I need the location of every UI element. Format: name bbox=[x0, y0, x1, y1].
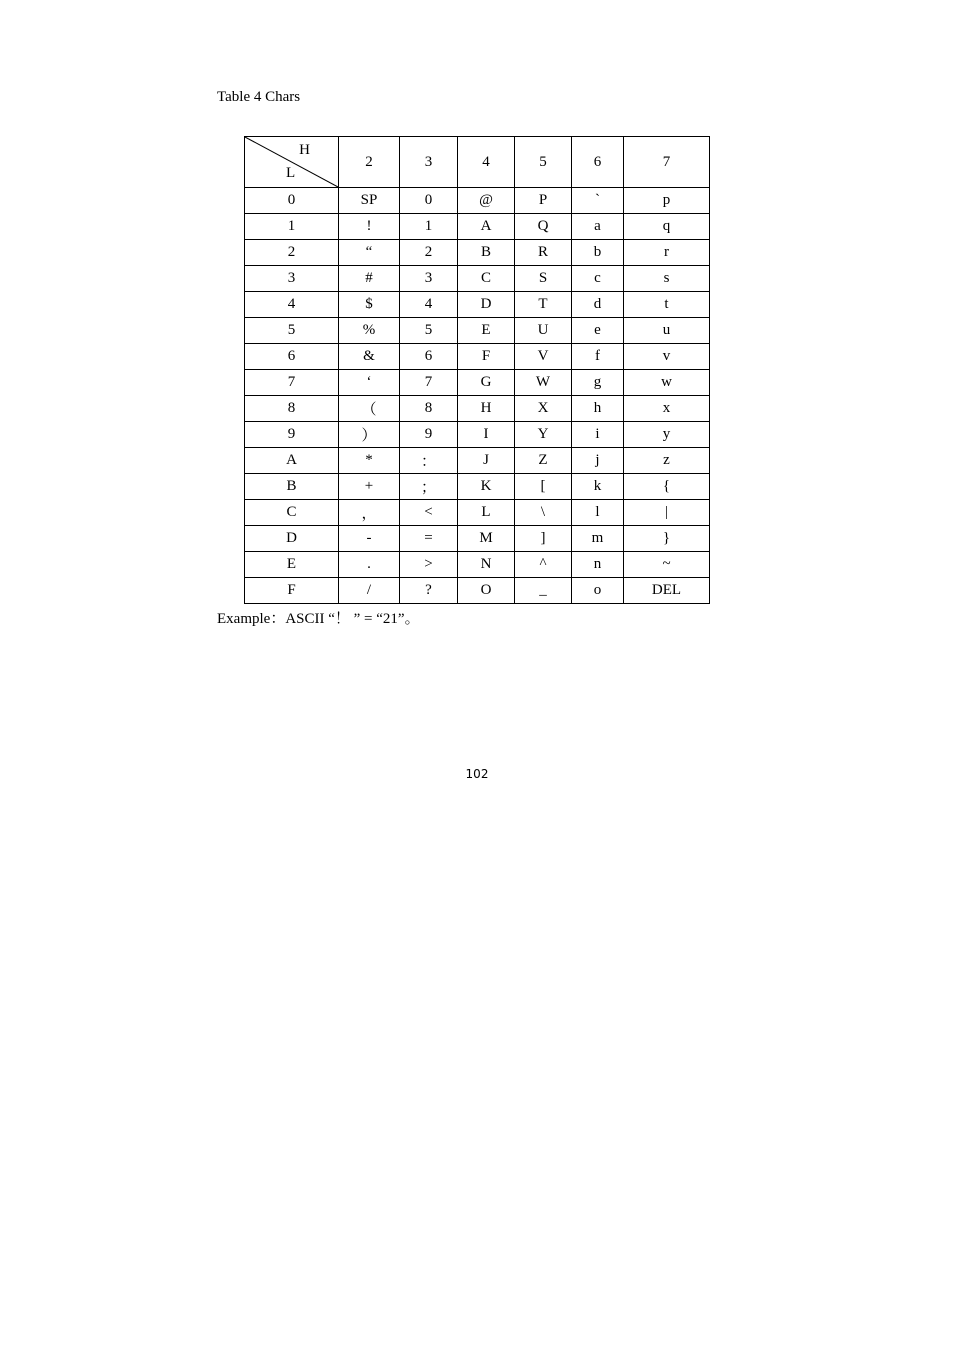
table-cell: SP bbox=[339, 188, 400, 214]
table-row bbox=[245, 214, 710, 240]
table-cell: 9 bbox=[400, 422, 458, 448]
table-row bbox=[245, 474, 710, 500]
table-cell: r bbox=[624, 240, 710, 266]
table-cell: + bbox=[339, 474, 400, 500]
table-row bbox=[245, 318, 710, 344]
table-cell: P bbox=[515, 188, 572, 214]
table-cell: & bbox=[339, 344, 400, 370]
table-row bbox=[245, 552, 710, 578]
table-cell: d bbox=[572, 292, 624, 318]
table-cell: 6 bbox=[400, 344, 458, 370]
table-cell: “ bbox=[339, 240, 400, 266]
table-cell: > bbox=[400, 552, 458, 578]
row-header: 5 bbox=[245, 318, 339, 344]
row-header: 2 bbox=[245, 240, 339, 266]
table-cell: N bbox=[458, 552, 515, 578]
table-cell: k bbox=[572, 474, 624, 500]
table-cell: S bbox=[515, 266, 572, 292]
column-header: 4 bbox=[458, 137, 515, 188]
table-cell: l bbox=[572, 500, 624, 526]
table-cell: u bbox=[624, 318, 710, 344]
table-cell: i bbox=[572, 422, 624, 448]
table-cell: a bbox=[572, 214, 624, 240]
table-cell: h bbox=[572, 396, 624, 422]
table-row bbox=[245, 396, 710, 422]
row-header: A bbox=[245, 448, 339, 474]
table-cell: ~ bbox=[624, 552, 710, 578]
row-header: B bbox=[245, 474, 339, 500]
table-cell: 0 bbox=[400, 188, 458, 214]
row-header: C bbox=[245, 500, 339, 526]
table-cell: ^ bbox=[515, 552, 572, 578]
table-cell: ， bbox=[339, 500, 400, 526]
table-cell: t bbox=[624, 292, 710, 318]
table-cell: 5 bbox=[400, 318, 458, 344]
table-cell: X bbox=[515, 396, 572, 422]
table-row bbox=[245, 422, 710, 448]
table-cell: [ bbox=[515, 474, 572, 500]
table-cell: j bbox=[572, 448, 624, 474]
table-cell: Q bbox=[515, 214, 572, 240]
table-cell: n bbox=[572, 552, 624, 578]
table-cell: $ bbox=[339, 292, 400, 318]
column-header: 5 bbox=[515, 137, 572, 188]
table-cell: V bbox=[515, 344, 572, 370]
table-cell: o bbox=[572, 578, 624, 604]
table-cell: 8 bbox=[400, 396, 458, 422]
row-header: 6 bbox=[245, 344, 339, 370]
table-cell: Z bbox=[515, 448, 572, 474]
table-caption: Table 4 Chars bbox=[217, 89, 301, 105]
table-cell: W bbox=[515, 370, 572, 396]
table-row bbox=[245, 526, 710, 552]
table-cell: ） bbox=[339, 422, 400, 448]
table-row bbox=[245, 448, 710, 474]
table-cell: O bbox=[458, 578, 515, 604]
table-cell: v bbox=[624, 344, 710, 370]
table-row bbox=[245, 370, 710, 396]
table-cell: M bbox=[458, 526, 515, 552]
table-cell: I bbox=[458, 422, 515, 448]
column-header: 2 bbox=[339, 137, 400, 188]
table-row bbox=[245, 578, 710, 604]
table-cell: G bbox=[458, 370, 515, 396]
table-cell: } bbox=[624, 526, 710, 552]
table-cell: U bbox=[515, 318, 572, 344]
table-cell: Y bbox=[515, 422, 572, 448]
table-cell: . bbox=[339, 552, 400, 578]
high-nibble-label: H bbox=[299, 142, 310, 158]
table-cell: * bbox=[339, 448, 400, 474]
table-cell: 4 bbox=[400, 292, 458, 318]
table-cell: y bbox=[624, 422, 710, 448]
table-cell: ‘ bbox=[339, 370, 400, 396]
table-cell: @ bbox=[458, 188, 515, 214]
table-cell: A bbox=[458, 214, 515, 240]
table-cell: # bbox=[339, 266, 400, 292]
table-cell: ； bbox=[400, 474, 458, 500]
table-cell: 1 bbox=[400, 214, 458, 240]
table-cell: DEL bbox=[624, 578, 710, 604]
row-header: 3 bbox=[245, 266, 339, 292]
table-cell: L bbox=[458, 500, 515, 526]
table-row bbox=[245, 188, 710, 214]
ascii-chars-table bbox=[244, 136, 710, 604]
table-row bbox=[245, 266, 710, 292]
table-cell: R bbox=[515, 240, 572, 266]
page-number: 102 bbox=[465, 767, 489, 781]
table-cell: \ bbox=[515, 500, 572, 526]
table-cell: 7 bbox=[400, 370, 458, 396]
table-cell: m bbox=[572, 526, 624, 552]
header-row bbox=[245, 137, 710, 188]
table-cell: < bbox=[400, 500, 458, 526]
table-cell: B bbox=[458, 240, 515, 266]
row-header: E bbox=[245, 552, 339, 578]
table-cell: K bbox=[458, 474, 515, 500]
row-header: 7 bbox=[245, 370, 339, 396]
table-cell: s bbox=[624, 266, 710, 292]
table-cell: T bbox=[515, 292, 572, 318]
corner-header-cell bbox=[245, 137, 339, 188]
row-header: 4 bbox=[245, 292, 339, 318]
table-cell: E bbox=[458, 318, 515, 344]
table-cell: _ bbox=[515, 578, 572, 604]
table-cell: c bbox=[572, 266, 624, 292]
table-cell: q bbox=[624, 214, 710, 240]
column-header: 7 bbox=[624, 137, 710, 188]
table-cell: ] bbox=[515, 526, 572, 552]
table-cell: g bbox=[572, 370, 624, 396]
table-cell: e bbox=[572, 318, 624, 344]
table-cell: （ bbox=[339, 396, 400, 422]
column-header: 6 bbox=[572, 137, 624, 188]
table-row bbox=[245, 292, 710, 318]
table-cell: F bbox=[458, 344, 515, 370]
table-cell: w bbox=[624, 370, 710, 396]
table-row bbox=[245, 500, 710, 526]
row-header: 8 bbox=[245, 396, 339, 422]
table-cell: H bbox=[458, 396, 515, 422]
low-nibble-label: L bbox=[286, 165, 296, 181]
table-cell: p bbox=[624, 188, 710, 214]
table-cell: ! bbox=[339, 214, 400, 240]
table-cell: D bbox=[458, 292, 515, 318]
table-cell: ： bbox=[400, 448, 458, 474]
row-header: 1 bbox=[245, 214, 339, 240]
table-cell: C bbox=[458, 266, 515, 292]
table-row bbox=[245, 240, 710, 266]
table-cell: - bbox=[339, 526, 400, 552]
table-row bbox=[245, 344, 710, 370]
table-cell: f bbox=[572, 344, 624, 370]
table-cell: ? bbox=[400, 578, 458, 604]
row-header: D bbox=[245, 526, 339, 552]
table-cell: % bbox=[339, 318, 400, 344]
table-cell: ` bbox=[572, 188, 624, 214]
row-header: F bbox=[245, 578, 339, 604]
column-header: 3 bbox=[400, 137, 458, 188]
table-cell: 2 bbox=[400, 240, 458, 266]
table-cell: 3 bbox=[400, 266, 458, 292]
table-cell: J bbox=[458, 448, 515, 474]
row-header: 9 bbox=[245, 422, 339, 448]
table-cell: x bbox=[624, 396, 710, 422]
table-cell: = bbox=[400, 526, 458, 552]
table-cell: | bbox=[624, 500, 710, 526]
table-cell: { bbox=[624, 474, 710, 500]
row-header: 0 bbox=[245, 188, 339, 214]
table-cell: z bbox=[624, 448, 710, 474]
example-text: Example：ASCII “！ ” = “21”。 bbox=[217, 611, 420, 627]
table-cell: / bbox=[339, 578, 400, 604]
table-cell: b bbox=[572, 240, 624, 266]
